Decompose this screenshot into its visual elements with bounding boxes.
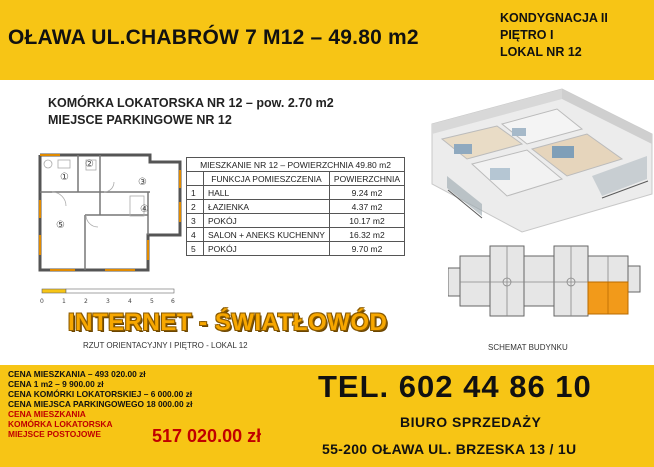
sales-office-title: BIURO SPRZEDAŻY <box>400 414 542 430</box>
parking-price: CENA MIEJSCA PARKINGOWEGO 18 000.00 zł <box>8 399 193 409</box>
room-2-label: ② <box>85 159 94 170</box>
sales-office-address: 55-200 OŁAWA UL. BRZESKA 13 / 1U <box>322 441 577 457</box>
plan-caption: RZUT ORIENTACYJNY I PIĘTRO - LOKAL 12 <box>83 341 248 350</box>
svg-text:2: 2 <box>84 298 88 305</box>
total-label-line1: CENA MIESZKANIA <box>8 409 86 419</box>
rooms-table <box>186 157 405 256</box>
internet-banner: INTERNET - ŚWIATŁOWÓD <box>68 309 388 336</box>
room-1-label: ① <box>60 172 69 183</box>
total-price: 517 020.00 zł <box>152 426 262 446</box>
table-caption: MIESZKANIE NR 12 – POWIERZCHNIA 49.80 m2 <box>187 158 405 172</box>
extras-info <box>48 95 334 129</box>
parking-text: MIEJSCE PARKINGOWE NR 12 <box>48 113 232 127</box>
storage-price: CENA KOMÓRKI LOKATORSKIEJ – 6 000.00 zł <box>8 389 193 399</box>
storage-text: KOMÓRKA LOKATORSKA NR 12 – pow. 2.70 m2 <box>48 96 334 110</box>
floor-line: PIĘTRO I <box>500 28 554 42</box>
unit-line: LOKAL NR 12 <box>500 45 582 59</box>
listing-title: OŁAWA UL.CHABRÓW 7 M12 – 49.80 m2 <box>8 26 419 49</box>
room-5-label: ⑤ <box>56 220 65 231</box>
table-row: 3 POKÓJ 10.17 m2 <box>187 214 405 228</box>
column-header-area: POWIERZCHNIA <box>329 172 404 186</box>
svg-text:0: 0 <box>40 298 44 305</box>
table-row: 4 SALON + ANEKS KUCHENNY 16.32 m2 <box>187 228 405 242</box>
scale-bar <box>40 287 180 309</box>
schema-caption: SCHEMAT BUDYNKU <box>488 343 568 352</box>
svg-text:5: 5 <box>150 298 154 305</box>
level-line: KONDYGNACJA II <box>500 11 608 25</box>
total-label-line3: MIEJSCE POSTOJOWE <box>8 429 101 439</box>
building-schema <box>448 238 643 338</box>
apartment-price: CENA MIESZKANIA – 493 020.00 zł <box>8 369 146 379</box>
table-row: 5 POKÓJ 9.70 m2 <box>187 242 405 256</box>
svg-text:4: 4 <box>128 298 132 305</box>
total-label-line2: KOMÓRKA LOKATORSKA <box>8 419 113 429</box>
room-4-label: ④ <box>140 204 149 215</box>
svg-text:6: 6 <box>171 298 175 305</box>
apartment-3d-render <box>412 84 654 234</box>
table-row: 1 HALL 9.24 m2 <box>187 186 405 200</box>
table-row: 2 ŁAZIENKA 4.37 m2 <box>187 200 405 214</box>
level-info <box>500 10 608 61</box>
room-3-label: ③ <box>138 177 147 188</box>
svg-text:3: 3 <box>106 298 110 305</box>
table-header-row <box>187 172 405 186</box>
phone-number[interactable]: TEL. 602 44 86 10 <box>318 369 592 404</box>
column-header-function: FUNKCJA POMIESZCZENIA <box>204 172 330 186</box>
floor-plan-drawing <box>20 140 185 285</box>
table-caption-row <box>187 158 405 172</box>
price-per-m2: CENA 1 m2 – 9 900.00 zł <box>8 379 104 389</box>
svg-text:1: 1 <box>62 298 66 305</box>
